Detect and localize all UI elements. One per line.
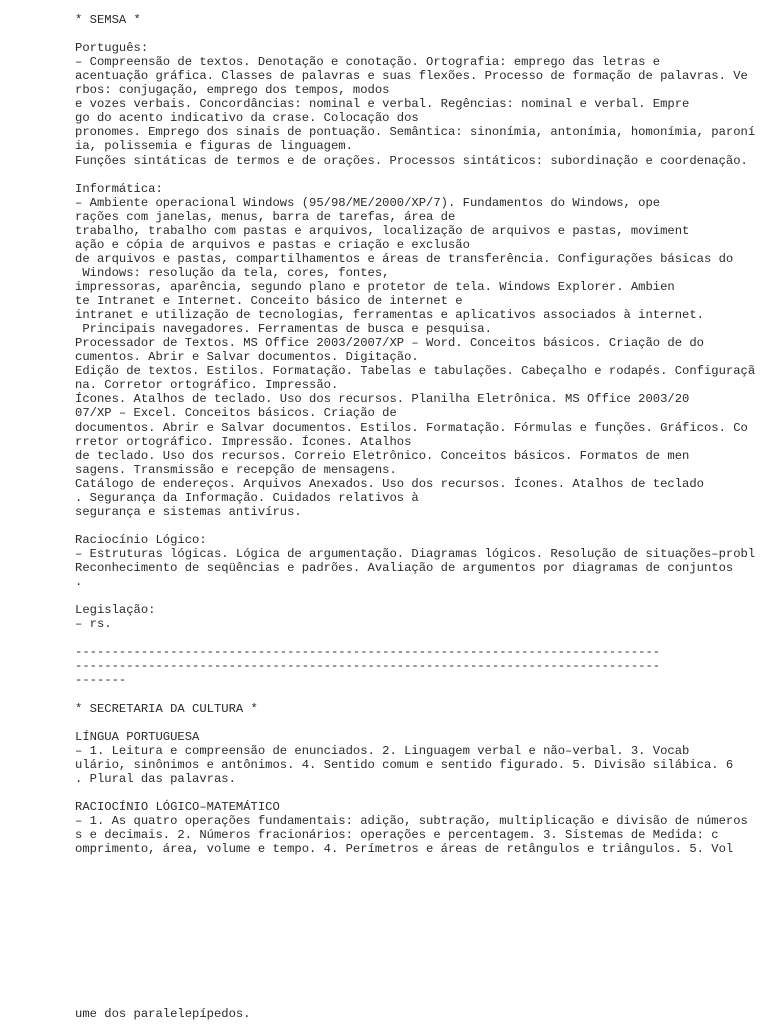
text-line: Raciocínio Lógico: (75, 532, 207, 547)
text-line: cumentos. Abrir e Salvar documentos. Digitação. (75, 350, 419, 365)
text-line: Ícones. Atalhos de teclado. Uso dos recursos. Planilha Eletrônica. MS Office 2003/20 (75, 392, 690, 407)
text-line: Português: (75, 41, 149, 56)
text-line: * SECRETARIA DA CULTURA * (75, 701, 258, 716)
text-line: – rs. (75, 617, 112, 632)
text-line: rretor ortográfico. Impressão. Ícones. Atalhos (75, 434, 412, 449)
text-line: rbos: conjugação, emprego dos tempos, modos (75, 83, 390, 98)
text-line: – Estruturas lógicas. Lógica de argumentação. Diagramas lógicos. Resolução de situações–probl (75, 546, 756, 561)
text-line: te Intranet e Internet. Conceito básico de internet e (75, 294, 463, 308)
text-line: segurança e sistemas antivírus. (75, 504, 302, 519)
text-line: ia, polissemia e figuras de linguagem. (75, 139, 353, 154)
text-line: omprimento, área, volume e tempo. 4. Perímetros e áreas de retângulos e triângulos. 5. Vol (75, 842, 734, 856)
text-line: – Compreensão de textos. Denotação e conotação. Ortografia: emprego das letras e (75, 55, 661, 70)
text-line: de arquivos e pastas, compartilhamentos e áreas de transferência. Configurações básicas do (75, 251, 734, 266)
text-line: acentuação gráfica. Classes de palavras e suas flexões. Processo de formação de palavras. Ve (75, 69, 748, 84)
text-line: -------------------------------------------------------------------------------- (75, 645, 661, 660)
text-line: pronomes. Emprego dos sinais de pontuação. Semântica: sinonímia, antonímia, homonímia, paroní (75, 125, 756, 140)
text-line: impressoras, aparência, segundo plano e protetor de tela. Windows Explorer. Ambien (75, 279, 675, 294)
text-line: documentos. Abrir e Salvar documentos. Estilos. Formatação. Fórmulas e funções. Gráficos. Co (75, 420, 748, 435)
text-line: -------------------------------------------------------------------------------- (75, 659, 661, 674)
text-line: ação e cópia de arquivos e pastas e criação e exclusão (75, 237, 470, 252)
text-line: Edição de textos. Estilos. Formatação. Tabelas e tabulações. Cabeçalho e rodapés. Configuraçã (75, 364, 756, 379)
text-line: – Ambiente operacional Windows (95/98/ME/2000/XP/7). Fundamentos do Windows, ope (75, 195, 661, 210)
text-line: intranet e utilização de tecnologias, ferramentas e aplicativos associados à internet. (75, 308, 704, 323)
text-line: * SEMSA * (75, 13, 141, 27)
text-line: na. Corretor ortográfico. Impressão. (75, 378, 339, 393)
text-line: – 1. As quatro operações fundamentais: adição, subtração, multiplicação e divisão de números (75, 813, 748, 828)
text-line: s e decimais. 2. Números fracionários: operações e percentagem. 3. Sistemas de Medida: c (75, 827, 719, 842)
text-line: . Segurança da Informação. Cuidados relativos à (75, 490, 419, 505)
text-line: trabalho, trabalho com pastas e arquivos, localização de arquivos e pastas, moviment (75, 223, 690, 238)
text-line: go do acento indicativo da crase. Colocação dos (75, 111, 419, 126)
text-line: Funções sintáticas de termos e de orações. Processos sintáticos: subordinação e coordenação. (75, 153, 748, 168)
text-line: ulário, sinônimos e antônimos. 4. Sentido comum e sentido figurado. 5. Divisão silábica. 6 (75, 757, 734, 772)
document-last-line: ume dos paralelepípedos. (75, 1007, 251, 1021)
text-line: LÍNGUA PORTUGUESA (75, 729, 200, 744)
text-line: Processador de Textos. MS Office 2003/2007/XP – Word. Conceitos básicos. Criação de do (75, 336, 704, 351)
text-line: ------- (75, 673, 127, 688)
text-line: Principais navegadores. Ferramentas de busca e pesquisa. (75, 322, 492, 337)
text-line: Legislação: (75, 603, 156, 618)
text-line: . Plural das palavras. (75, 771, 236, 786)
text-line: e vozes verbais. Concordâncias: nominal e verbal. Regências: nominal e verbal. Empre (75, 97, 690, 112)
text-line: RACIOCÍNIO LÓGICO–MATEMÁTICO (75, 799, 280, 814)
text-line: . (75, 575, 83, 589)
text-line: Windows: resolução da tela, cores, fontes, (75, 265, 390, 280)
text-line: sagens. Transmissão e recepção de mensagens. (75, 462, 397, 477)
text-line: rações com janelas, menus, barra de tarefas, área de (75, 209, 456, 224)
text-line: Informática: (75, 181, 163, 196)
text-line: Reconhecimento de seqüências e padrões. Avaliação de argumentos por diagramas de conjuntos (75, 561, 734, 575)
text-line: 07/XP – Excel. Conceitos básicos. Criação de (75, 406, 397, 421)
text-line: – 1. Leitura e compreensão de enunciados. 2. Linguagem verbal e não–verbal. 3. Vocab (75, 743, 690, 758)
text-line: de teclado. Uso dos recursos. Correio Eletrônico. Conceitos básicos. Formatos de men (75, 448, 690, 463)
text-line: Catálogo de endereços. Arquivos Anexados. Uso dos recursos. Ícones. Atalhos de teclado (75, 476, 704, 491)
